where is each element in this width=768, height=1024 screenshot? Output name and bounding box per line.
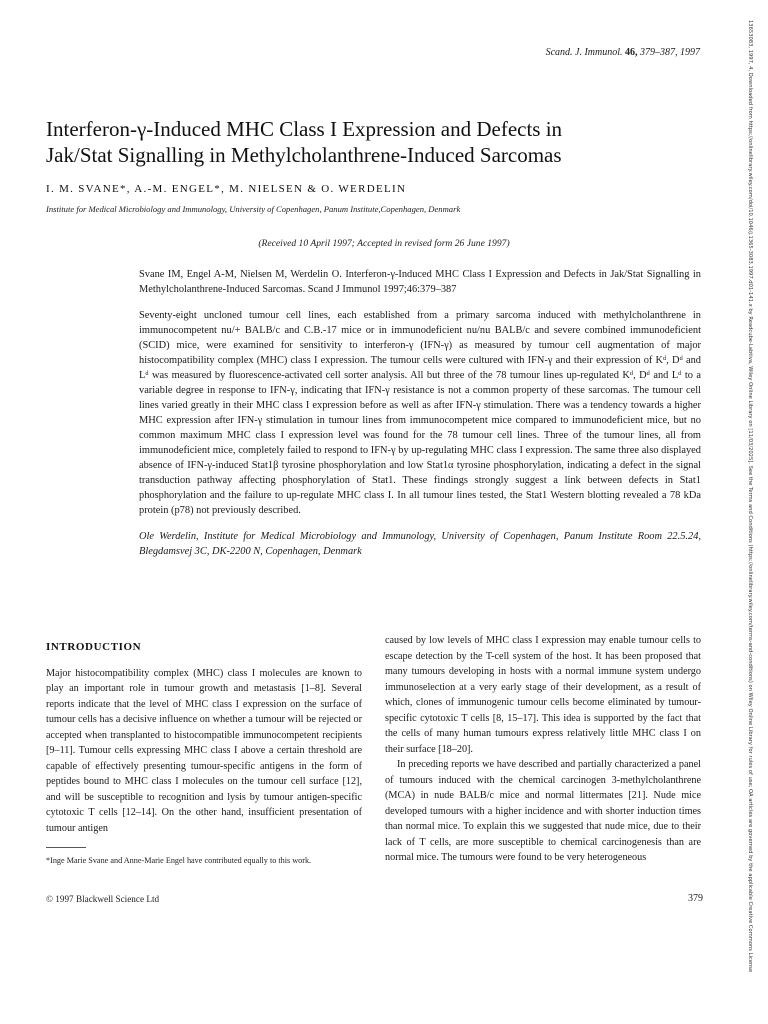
left-column [46,633,362,836]
abstract-body: Seventy-eight uncloned tumour cell lines, each established from a primary sarcoma induced with methylcholanthrene in immunocompetent nu/+ BALB/c and C.B.-17 mice or in immunodeficient nu/nu BALB/c and severe combined immunodeficient (SCID) mice, were examined for sensitivity to interferon-γ (IFN-γ) as measured by tumour cell augmentation of major histocompatibility complex (MHC) class I expression. The tumour cells were cultured with IFN-γ and their expression of Kᵈ, Dᵈ and Lᵈ was measured by fluorescence-activated cell sorter analysis. All but three of the 78 tumour lines up-regulated Kᵈ, Dᵈ and Lᵈ to a variable degree in response to IFN-γ, indicating that IFN-γ resistance is not a common property of these sarcomas. The tumour cell lines varied greatly in their MHC class I expression before as well as after IFN-γ stimulation. There was a tendency towards a higher MHC expression after IFN-γ stimulation in tumour lines from immunocompetent mice compared to immunodeficient mice, but no common maximum MHC class I expression level was found for the 78 tumour cell lines. Three of the tumour lines, all from immunodeficient mice, completely failed to respond to IFN-γ by up-regulating MHC class I expression. The same three also displayed absence of IFN-γ-induced Stat1β tyrosine phosphorylation and low Stat1α tyrosine phosphorylation, indicating a defect in the signal transduction pathway affecting phosphorylation of Stat1. These findings strongly suggest a link between defects in Stat1 phosphorylation and the failure to up-regulate MHC class I. In all tumour lines tested, the Stat1 Western blotting revealed a 78 kDa protein (p78) not previously described. [139,310,701,516]
introduction-paragraph-3: In preceding reports we have described and partially characterized a panel of tumours induced with the chemical carcinogen 3-methylcholanthrene (MCA) in nude BALB/c mice and normal littermates [21]. Nude mice developed tumours with a higher incidence and with shorter induction times than normal mice. To explain this we suggested that nude mice, due to their lack of T cells, are more susceptible to chemical carcinogenesis than are normal mice. The tumours were found to be very heterogeneous [385,759,701,863]
abstract-citation: Svane IM, Engel A-M, Nielsen M, Werdelin O. Interferon-γ-Induced MHC Class I Expression and Defects in Jak/Stat Signalling in Methylcholanthrene-Induced Sarcomas. Scand J Immunol 1997;46:379–387 [139,269,701,295]
download-watermark-text: 13653083, 1997, 4, Downloaded from https://onlinelibrary.wiley.com/doi/10.1046/j.1365-3083.1997.d01-141.x by Readcube-Labtiva, Wiley Online Library on [11/03/2025]. See the Terms and Conditions (https://onlinelibrary.wiley.com/terms-and-conditions) on Wiley Online Library for rules of use; OA articles are governed by the applicable Creative Commons License [747,20,753,973]
journal-pages: 379–387, 1997 [640,47,700,58]
journal-name: Scand. J. Immunol. [545,47,623,58]
footnote: *Inge Marie Svane and Anne-Marie Engel have contributed equally to this work. [46,856,312,865]
download-watermark [734,20,764,1005]
corresponding-author: Ole Werdelin, Institute for Medical Microbiology and Immunology, University of Copenhagen, Panum Institute Room 22.5.24, Blegdamsvej 3C, DK-2200 N, Copenhagen, Denmark [139,531,701,557]
copyright-notice: © 1997 Blackwell Science Ltd [46,894,160,904]
author-list: I. M. SVANE*, A.-M. ENGEL*, M. NIELSEN & O. WERDELIN [46,183,407,195]
journal-volume: 46, [625,47,638,58]
title-line-2: Jak/Stat Signalling in Methylcholanthrene-Induced Sarcomas [46,143,562,167]
author-affiliation: Institute for Medical Microbiology and Immunology, University of Copenhagen, Panum Institute,Copenhagen, Denmark [46,204,461,214]
footnote-divider [46,847,86,848]
abstract [139,267,701,570]
introduction-paragraph-1: Major histocompatibility complex (MHC) class I molecules are known to play an important role in tumour growth and metastasis [1–8]. Several reports indicate that the level of MHC class I expression on the surface of tumour cells has a decisive influence on whether a tumour will be rejected or accepted when transplanted to histocompatible immunocompetent recipients [9–11]. Tumour cells expressing MHC class I above a certain threshold are capable of effectively presenting tumour-specific antigens in the form of peptides bound to MHC class I molecules on the tumour cell surface [12], and will be susceptible to recognition and lysis by tumour antigen-specific cytotoxic T cells [12–14]. On the other hand, insufficient presentation of tumour antigen [46,667,362,834]
introduction-paragraph-2: caused by low levels of MHC class I expression may enable tumour cells to escape detection by the T-cell system of the host. It has been proposed that many tumours developing in hosts with a normal immune system undergo immunoselection at a very early stage of their development, as a result of which, clones of immunogenic tumour cells become eliminated by tumour-specific cytotoxic T cells [8, 15–17]. This idea is supported by the fact that the cells of many human tumours express relatively little MHC class I on their surface [18–20]. [385,635,701,755]
introduction-heading: INTRODUCTION [46,641,142,653]
journal-reference [546,47,700,58]
article-title [46,116,686,168]
right-column [385,633,701,866]
received-dates: (Received 10 April 1997; Accepted in revised form 26 June 1997) [258,238,510,249]
page-number: 379 [688,893,703,904]
title-line-1: Interferon-γ-Induced MHC Class I Expression and Defects in [46,117,563,141]
